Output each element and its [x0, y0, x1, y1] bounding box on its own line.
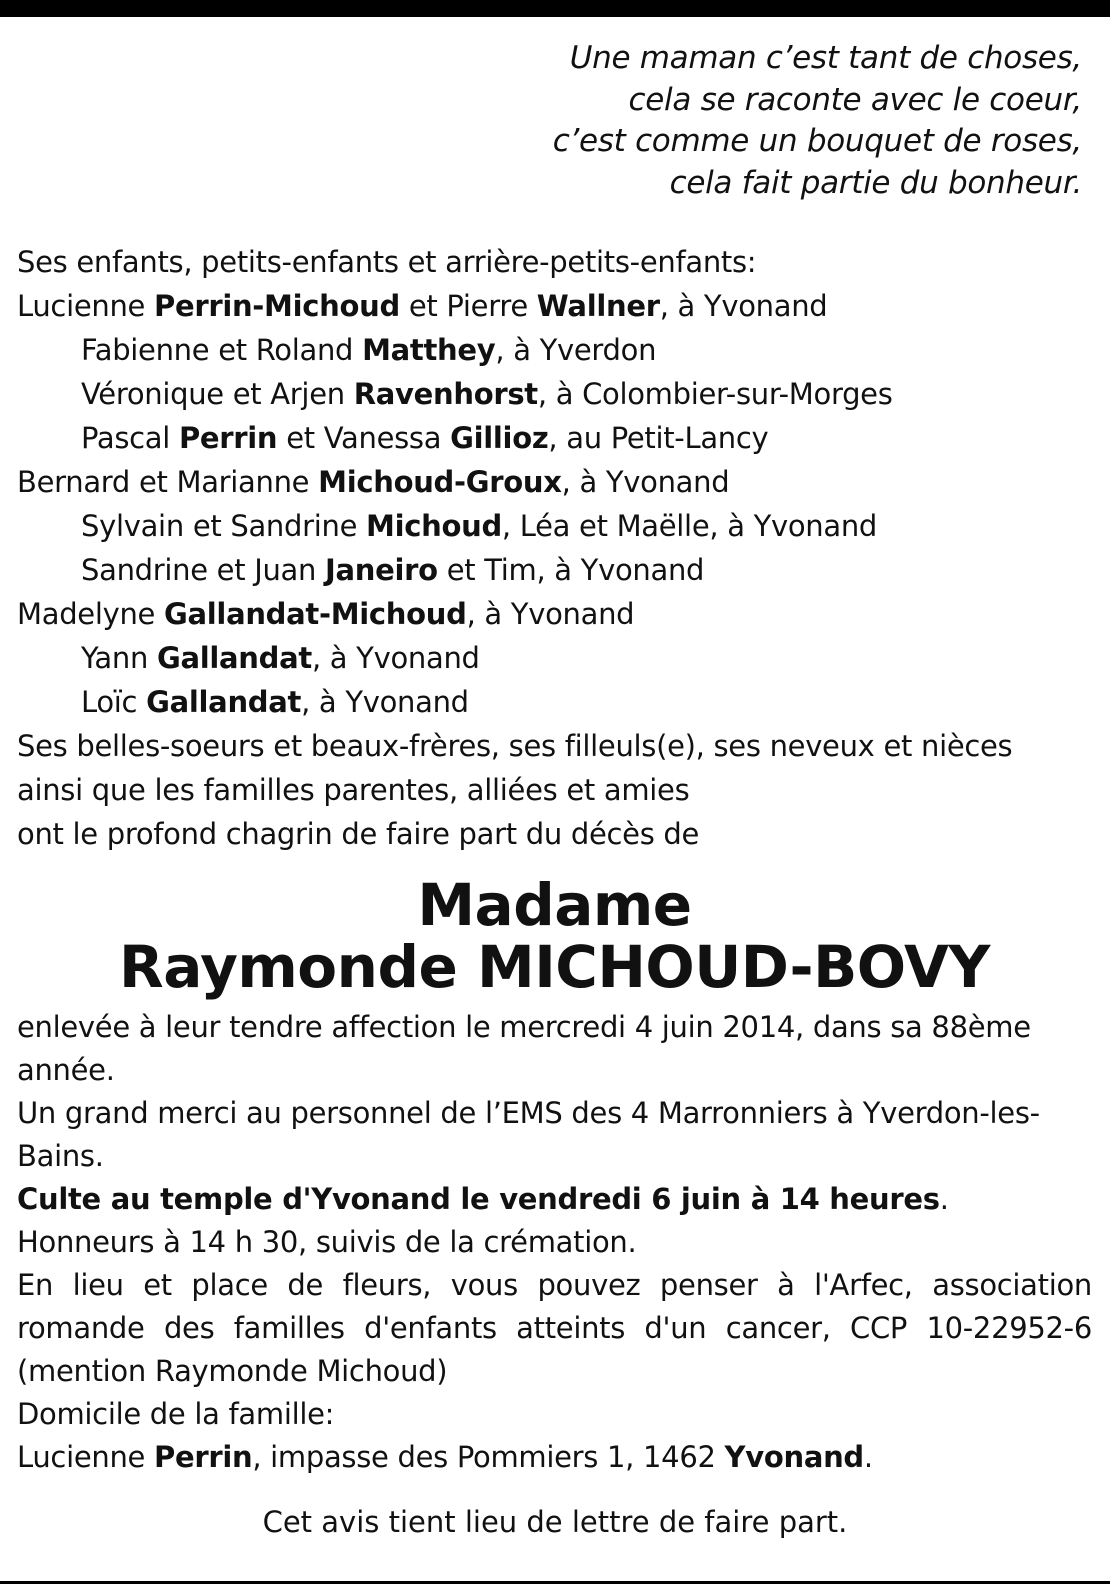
- family-intro: Ses enfants, petits-enfants et arrière-petits-enfants:: [17, 245, 757, 279]
- family-name: Gillioz: [450, 421, 549, 455]
- text-part: et Pierre: [399, 289, 537, 323]
- domicile-label: Domicile de la famille:: [17, 1397, 335, 1431]
- relatives-line: ont le profond chagrin de faire part du décès de: [17, 817, 700, 851]
- poem-line: cela se raconte avec le coeur,: [628, 81, 1082, 118]
- text-part: , à Yvonand: [301, 685, 469, 719]
- text-part: , à Yvonand: [466, 597, 635, 631]
- text-part: , à Colombier-sur-Morges: [537, 377, 893, 411]
- family-line: [17, 548, 1092, 592]
- family-line: [17, 284, 1092, 328]
- honours-statement: Honneurs à 14 h 30, suivis de la crémation.: [17, 1225, 637, 1259]
- poem-line: c’est comme un bouquet de roses,: [552, 123, 1082, 159]
- poem-line: Une maman c’est tant de choses,: [569, 40, 1082, 76]
- text-part: , Léa et Maëlle, à Yvonand: [501, 509, 878, 543]
- text-part: , au Petit-Lancy: [548, 421, 769, 455]
- text-part: Madelyne: [17, 597, 165, 631]
- family-line: [17, 460, 1092, 504]
- family-name: Michoud: [366, 509, 502, 543]
- family-line: [17, 636, 1092, 680]
- text-part: et Tim, à Yvonand: [437, 553, 705, 587]
- text-part: Lucienne: [17, 1440, 154, 1474]
- text-part: , à Yvonand: [561, 465, 730, 499]
- service-end: .: [939, 1182, 949, 1216]
- top-rule: [0, 0, 1110, 17]
- text-part: et Vanessa: [277, 421, 451, 455]
- death-statement: enlevée à leur tendre affection le mercredi 4 juin 2014, dans sa 88ème année.: [17, 1010, 1031, 1087]
- deceased-name: Raymonde MICHOUD-BOVY: [119, 933, 990, 1001]
- bottom-rule: [0, 1581, 1110, 1584]
- family-name: Gallandat: [146, 685, 302, 719]
- text-part: Sylvain et Sandrine: [81, 509, 367, 543]
- family-name: Perrin: [178, 421, 278, 455]
- text-part: Fabienne et Roland: [81, 333, 363, 367]
- family-name: Ravenhorst: [353, 377, 538, 411]
- service-text: Culte au temple d'Yvonand le vendredi 6 juin à 14 heures: [17, 1182, 940, 1216]
- poem-line: cela fait partie du bonheur.: [669, 164, 1082, 201]
- text-part: Lucienne: [17, 289, 154, 323]
- text-part: , à Yvonand: [659, 289, 828, 323]
- family-line: [17, 504, 1092, 548]
- text-part: Yann: [81, 641, 157, 675]
- family-line: [17, 416, 1092, 460]
- family-name: Perrin-Michoud: [154, 289, 400, 323]
- service-announcement: [17, 1178, 1092, 1221]
- family-name: Janeiro: [325, 553, 438, 587]
- family-name: Gallandat-Michoud: [164, 597, 467, 631]
- thanks-statement: Un grand merci au personnel de l’EMS des 4 Marronniers à Yverdon-les-Bains.: [17, 1096, 1040, 1173]
- relatives-line: ainsi que les familles parentes, alliées et amies: [17, 773, 690, 807]
- text-part: Véronique et Arjen: [81, 377, 354, 411]
- text-part: Bernard et Marianne: [17, 465, 319, 499]
- family-line: [17, 372, 1092, 416]
- text-part: , à Yverdon: [495, 333, 657, 367]
- family-name: Matthey: [362, 333, 496, 367]
- family-name: Gallandat: [156, 641, 312, 675]
- closing-note: Cet avis tient lieu de lettre de faire part.: [262, 1505, 848, 1539]
- poem: [553, 38, 1082, 204]
- text-part: , impasse des Pommiers 1, 1462: [252, 1440, 725, 1474]
- text-part: Pascal: [81, 421, 179, 455]
- text-part: Loïc: [81, 685, 147, 719]
- family-name: Wallner: [536, 289, 660, 323]
- text-part: .: [863, 1440, 873, 1474]
- notice-body: [17, 240, 1092, 1479]
- family-list: [17, 284, 1092, 724]
- family-line: [17, 328, 1092, 372]
- family-name: Perrin: [154, 1440, 253, 1474]
- family-name: Michoud-Groux: [318, 465, 562, 499]
- family-line: [17, 680, 1092, 724]
- text-part: Sandrine et Juan: [81, 553, 326, 587]
- deceased-title: Madame: [417, 871, 692, 939]
- domicile-address: [17, 1436, 1092, 1479]
- text-part: , à Yvonand: [311, 641, 480, 675]
- family-name: Yvonand: [724, 1440, 864, 1474]
- relatives-line: Ses belles-soeurs et beaux-frères, ses filleuls(e), ses neveux et nièces: [17, 729, 1013, 763]
- family-line: [17, 592, 1092, 636]
- donation-request: En lieu et place de fleurs, vous pouvez penser à l'Arfec, association romande des familles d'enfants atteints d'un cancer, CCP 10-22952-6 (mention Raymonde Michoud): [17, 1268, 1092, 1388]
